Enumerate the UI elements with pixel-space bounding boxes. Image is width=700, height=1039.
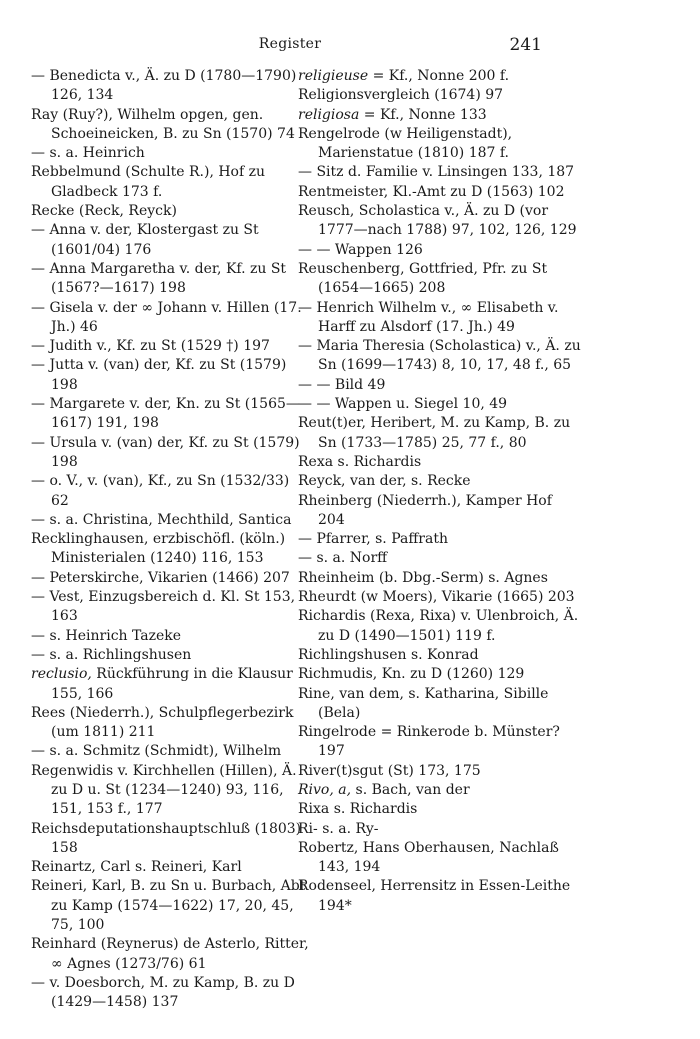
- index-entry: [298, 183, 582, 202]
- index-entry: [298, 549, 582, 568]
- index-entry: [31, 106, 309, 145]
- entry-text: Rheinheim (b. Dbg.-Serm) s. Agnes: [298, 569, 548, 586]
- entry-text: Robertz, Hans Oberhausen, Nachlaß 143, 194: [298, 839, 559, 876]
- entry-text: — Margarete v. der, Kn. zu St (1565—1617) 191, 198: [31, 396, 300, 432]
- entry-text: Rheurdt (w Moers), Vikarie (1665) 203: [298, 589, 575, 606]
- index-entry: [298, 800, 582, 819]
- entry-text: Rexa s. Richardis: [298, 453, 422, 470]
- index-entry: [31, 221, 309, 260]
- index-entry: [298, 472, 582, 491]
- index-entry: [298, 202, 582, 241]
- index-entry: [31, 163, 309, 202]
- index-entry: [31, 646, 309, 665]
- entry-text: — Anna Margaretha v. der, Kf. zu St (1567?—1617) 198: [31, 260, 287, 297]
- index-entry: [298, 395, 582, 414]
- entry-text: Rengelrode (w Heiligenstadt), Marienstatue (1810) 187 f.: [298, 125, 513, 162]
- index-entry: [31, 858, 309, 877]
- entry-headword: religieuse: [298, 68, 369, 84]
- entry-headword: Rivo, a,: [298, 781, 352, 798]
- entry-text: Rheinberg (Niederrh.), Kamper Hof 204: [298, 492, 552, 528]
- entry-text: Rentmeister, Kl.-Amt zu D (1563) 102: [298, 183, 565, 200]
- entry-text: — Peterskirche, Vikarien (1466) 207: [31, 569, 290, 586]
- entry-text: — o. V., v. (van), Kf., zu Sn (1532/33) 62: [31, 473, 290, 509]
- entry-text: — Pfarrer, s. Paffrath: [298, 531, 448, 548]
- index-entry: [298, 762, 582, 781]
- index-entry: [298, 125, 582, 164]
- index-entry: [298, 839, 582, 878]
- index-entry: [31, 974, 309, 1013]
- index-entry: [298, 67, 582, 86]
- index-entry: [298, 453, 582, 472]
- entry-text: Rees (Niederrh.), Schulpflegerbezirk (um 1811) 211: [31, 704, 294, 741]
- entry-text: Recklinghausen, erzbischöfl. (köln.) Ministerialen (1240) 116, 153: [31, 531, 286, 567]
- index-entry: [298, 299, 582, 338]
- index-entry: [298, 781, 582, 800]
- index-entry: [298, 492, 582, 531]
- running-head: [0, 36, 700, 56]
- entry-text: — Anna v. der, Klostergast zu St (1601/04) 176: [31, 222, 259, 258]
- index-entry: [31, 260, 309, 299]
- index-entry: [298, 86, 582, 105]
- entry-text: Religionsvergleich (1674) 97: [298, 87, 504, 104]
- entry-text: River(t)sgut (St) 173, 175: [298, 762, 481, 779]
- index-entry: [298, 260, 582, 299]
- entry-text: — Gisela v. der ∞ Johann v. Hillen (17. Jh.) 46: [31, 299, 302, 335]
- entry-text: Regenwidis v. Kirchhellen (Hillen), Ä. zu D u. St (1234—1240) 93, 116, 151, 153 f., 177: [31, 762, 297, 818]
- entry-text: — Henrich Wilhelm v., ∞ Elisabeth v. Harff zu Alsdorf (17. Jh.) 49: [298, 299, 559, 335]
- index-entry: [298, 588, 582, 607]
- entry-text: = Kf., Nonne 133: [359, 106, 487, 123]
- index-column-left: [31, 67, 309, 1013]
- entry-text: — Maria Theresia (Scholastica) v., Ä. zu Sn (1699—1743) 8, 10, 17, 48 f., 65: [298, 338, 581, 374]
- entry-text: Reusch, Scholastica v., Ä. zu D (vor 1777—nach 1788) 97, 102, 126, 129: [298, 203, 577, 239]
- index-entry: [31, 665, 309, 704]
- index-entry: [298, 241, 582, 260]
- index-entry: [31, 588, 309, 627]
- index-entry: [31, 67, 309, 106]
- index-entry: [298, 877, 582, 916]
- entry-text: Richmudis, Kn. zu D (1260) 129: [298, 666, 525, 683]
- entry-text: — s. a. Christina, Mechthild, Santica: [31, 511, 292, 528]
- entry-text: Rebbelmund (Schulte R.), Hof zu Gladbeck 173 f.: [31, 164, 266, 200]
- entry-text: s. Bach, van der: [351, 781, 470, 798]
- entry-text: — — Wappen u. Siegel 10, 49: [298, 396, 508, 413]
- index-entry: [31, 202, 309, 221]
- index-entry: [31, 742, 309, 761]
- index-entry: [31, 434, 309, 473]
- entry-text: — — Bild 49: [298, 376, 386, 393]
- index-entry: [31, 144, 309, 163]
- entry-text: Reyck, van der, s. Recke: [298, 473, 471, 490]
- entry-text: Reinhard (Reynerus) de Asterlo, Ritter, ∞ Agnes (1273/76) 61: [31, 936, 309, 972]
- entry-text: Reichsdeputationshauptschluß (1803) 158: [31, 820, 302, 856]
- entry-text: — — Wappen 126: [298, 241, 423, 258]
- index-column-right: [298, 67, 582, 916]
- entry-text: Ri- s. a. Ry-: [298, 820, 379, 837]
- index-entry: [298, 646, 582, 665]
- index-entry: [31, 299, 309, 338]
- entry-text: Richlingshusen s. Konrad: [298, 646, 479, 663]
- index-entry: [31, 337, 309, 356]
- entry-text: — Judith v., Kf. zu St (1529 †) 197: [31, 338, 270, 355]
- entry-text: — s. Heinrich Tazeke: [31, 627, 182, 644]
- entry-text: — Sitz d. Familie v. Linsingen 133, 187: [298, 164, 575, 181]
- entry-text: — Ursula v. (van) der, Kf. zu St (1579) 198: [31, 434, 300, 470]
- entry-text: Reuschenberg, Gottfried, Pfr. zu St (1654—1665) 208: [298, 260, 548, 297]
- index-entry: [31, 511, 309, 530]
- entry-text: Reinartz, Carl s. Reineri, Karl: [31, 859, 242, 876]
- entry-text: — s. a. Heinrich: [31, 145, 145, 162]
- entry-headword: religiosa: [298, 106, 360, 123]
- index-entry: [298, 337, 582, 376]
- entry-text: — s. a. Norff: [298, 550, 388, 567]
- entry-text: = Kf., Nonne 200 f.: [368, 68, 510, 84]
- entry-text: Reineri, Karl, B. zu Sn u. Burbach, Abt zu Kamp (1574—1622) 17, 20, 45, 75, 100: [31, 878, 306, 934]
- entry-text: — v. Doesborch, M. zu Kamp, B. zu D (1429—1458) 137: [31, 974, 295, 1011]
- index-entry: [298, 569, 582, 588]
- entry-text: Reut(t)er, Heribert, M. zu Kamp, B. zu Sn (1733—1785) 25, 77 f., 80: [298, 415, 571, 451]
- entry-text: Rixa s. Richardis: [298, 801, 418, 818]
- entry-text: Ringelrode = Rinkerode b. Münster? 197: [298, 724, 560, 760]
- entry-text: — s. a. Richlingshusen: [31, 646, 192, 663]
- entry-text: Recke (Reck, Reyck): [31, 203, 177, 220]
- index-entry: [298, 376, 582, 395]
- index-entry: [298, 607, 582, 646]
- page-title: Register: [258, 36, 322, 52]
- entry-text: Rine, van dem, s. Katharina, Sibille (Bela): [298, 685, 549, 721]
- page-number: 241: [509, 35, 542, 55]
- entry-text: Rodenseel, Herrensitz in Essen-Leithe 194*: [298, 878, 571, 914]
- entry-text: Richardis (Rexa, Rixa) v. Ulenbroich, Ä. zu D (1490—1501) 119 f.: [298, 608, 579, 644]
- index-entry: [31, 569, 309, 588]
- index-entry: [31, 472, 309, 511]
- index-entry: [31, 627, 309, 646]
- index-entry: [298, 820, 582, 839]
- entry-text: — Vest, Einzugsbereich d. Kl. St 153, 163: [31, 589, 296, 625]
- entry-text: — s. a. Schmitz (Schmidt), Wilhelm: [31, 743, 282, 760]
- entry-headword: reclusio,: [31, 666, 92, 683]
- index-entry: [298, 163, 582, 182]
- index-entry: [31, 395, 309, 434]
- entry-text: — Benedicta v., Ä. zu D (1780—1790) 126, 134: [31, 68, 297, 104]
- index-entry: [298, 414, 582, 453]
- index-entry: [31, 704, 309, 743]
- index-entry: [298, 685, 582, 724]
- entry-text: Ray (Ruy?), Wilhelm opgen, gen. Schoeineicken, B. zu Sn (1570) 74: [31, 106, 295, 142]
- entry-text: Rückführung in die Klausur 155, 166: [51, 666, 293, 702]
- index-entry: [31, 356, 309, 395]
- index-entry: [298, 665, 582, 684]
- index-entry: [31, 877, 309, 935]
- index-entry: [298, 723, 582, 762]
- index-entry: [298, 530, 582, 549]
- index-entry: [31, 530, 309, 569]
- index-entry: [298, 106, 582, 125]
- index-entry: [31, 820, 309, 859]
- entry-text: — Jutta v. (van) der, Kf. zu St (1579) 198: [31, 357, 287, 393]
- index-entry: [31, 762, 309, 820]
- index-entry: [31, 935, 309, 974]
